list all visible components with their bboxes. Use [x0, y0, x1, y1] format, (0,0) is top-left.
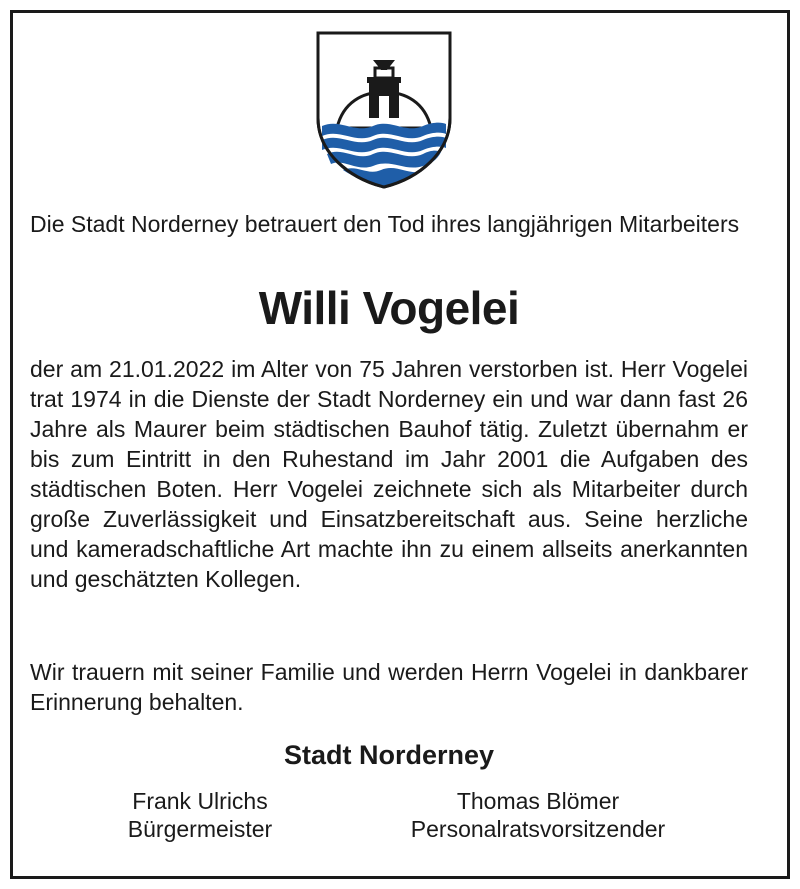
signatory-title: Personalratsvorsitzender — [410, 816, 666, 842]
signatory-name: Frank Ulrichs — [132, 788, 268, 814]
signatory-mayor — [30, 787, 370, 843]
intro-text: Die Stadt Norderney betrauert den Tod ihres langjährigen Mitarbeiters — [30, 211, 740, 237]
obituary-paragraph-2: Wir trauern mit seiner Familie und werden Herrn Vogelei in dankbarer Erinnerung behalten. — [30, 659, 748, 715]
signatory-title: Bürgermeister — [127, 816, 273, 842]
organization-name: Stadt Norderney — [283, 740, 495, 770]
obituary-paragraph-1: der am 21.01.2022 im Alter von 75 Jahren verstorben ist. Herr Vogelei trat 1974 in die Dienste der Stadt Norderney ein und war dann fast 26 Jahre als Maurer beim städtischen Bauhof tätig. Zuletzt übernahm er bis zum Eintritt in den Ruhestand im Jahr 2001 die Aufgaben des städtischen Boten. Herr Vogelei zeichnete sich als Mitarbeiter durch große Zuverlässigkeit und Einsatzbereitschaft aus. Seine herzliche und kameradschaftliche Art machte ihn zu einem allseits anerkannten und geschätzten Kollegen. — [30, 356, 748, 592]
signatory-name: Thomas Blömer — [456, 788, 620, 814]
signatory-staff-council — [368, 787, 708, 843]
deceased-name: Willi Vogelei — [258, 282, 520, 334]
norderney-coat-of-arms-icon — [315, 30, 453, 190]
